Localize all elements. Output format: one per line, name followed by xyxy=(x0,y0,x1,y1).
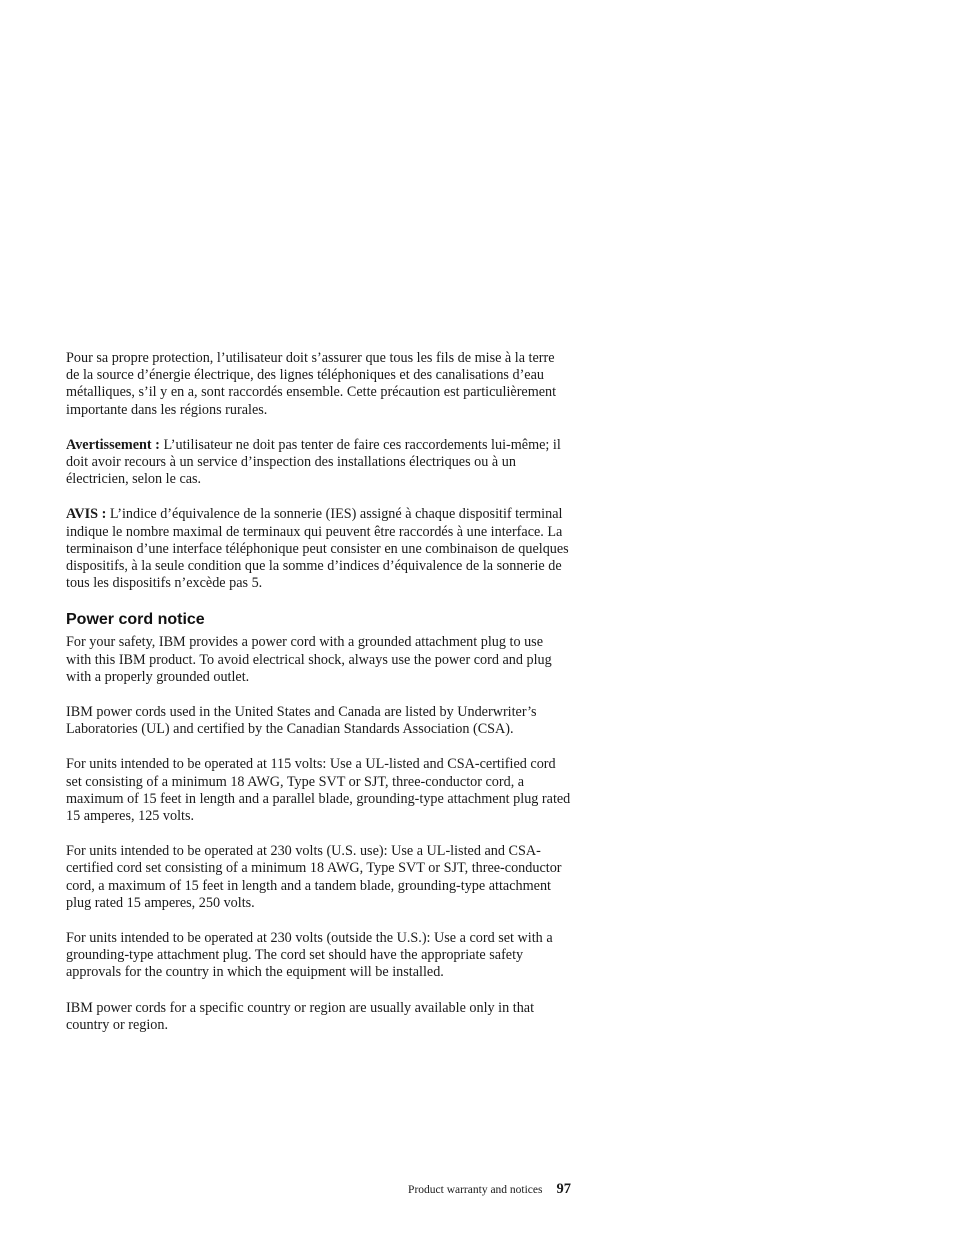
avis-text: L’indice d’équivalence de la sonnerie (IES) assigné à chaque dispositif terminal indique le nombre maximal de terminaux qui peuvent être raccordés à une interface. La terminaison d’une interface téléphonique peut consister en une combinaison de quelques dispositifs, à la seule condition que la somme d’indices d’équivalence de la sonnerie de tous les dispositifs n’excède pas 5. xyxy=(66,506,569,592)
avertissement-text: L’utilisateur ne doit pas tenter de faire ces raccordements lui-même; il doit avoir recours à un service d’inspection des installations électriques ou à un électricien, selon le cas. xyxy=(66,436,561,488)
footer-section-title: Product warranty and notices xyxy=(408,1184,543,1196)
section-heading-power-cord: Power cord notice xyxy=(66,611,205,629)
document-body xyxy=(66,350,571,1052)
power-cord-paragraph-us-canada: IBM power cords used in the United States and Canada are listed by Underwriter’s Laboratories (UL) and certified by the Canadian Standards Association (CSA). xyxy=(66,704,537,738)
french-paragraph-avertissement xyxy=(66,437,571,489)
power-cord-paragraph-safety: For your safety, IBM provides a power cord with a grounded attachment plug to use with this IBM product. To avoid electrical shock, always use the power cord and plug with a properly grounded outlet. xyxy=(66,634,552,685)
french-paragraph-grounding: Pour sa propre protection, l’utilisateur doit s’assurer que tous les fils de mise à la terre de la source d’énergie électrique, des lignes téléphoniques et des canalisations d’eau métalliques, s’il y en a, sont raccordés ensemble. Cette précaution est particulièrement importante dans les régions rurales. xyxy=(66,350,557,418)
avis-label: AVIS : xyxy=(66,506,107,523)
page-number: 97 xyxy=(556,1181,571,1197)
power-cord-paragraph-country: IBM power cords for a specific country or region are usually available only in that country or region. xyxy=(66,999,535,1033)
power-cord-paragraph-230v-outside: For units intended to be operated at 230 volts (outside the U.S.): Use a cord set with a grounding-type attachment plug. The cord set should have the appropriate safety approvals for the country in which the equipment will be installed. xyxy=(66,930,553,981)
power-cord-paragraph-115v: For units intended to be operated at 115 volts: Use a UL-listed and CSA-certified cord set consisting of a minimum 18 AWG, Type SVT or SJT, three-conductor cord, a maximum of 15 feet in length and a parallel blade, grounding-type attachment plug rated 15 amperes, 125 volts. xyxy=(66,756,571,825)
french-paragraph-avis xyxy=(66,506,571,592)
page-footer xyxy=(389,1181,571,1198)
power-cord-paragraph-230v-us: For units intended to be operated at 230 volts (U.S. use): Use a UL-listed and CSA-certified cord set consisting of a minimum 18 AWG, Type SVT or SJT, three-conductor cord, a maximum of 15 feet in length and a tandem blade, grounding-type attachment plug rated 15 amperes, 250 volts. xyxy=(66,843,562,911)
avertissement-label: Avertissement : xyxy=(66,436,160,453)
